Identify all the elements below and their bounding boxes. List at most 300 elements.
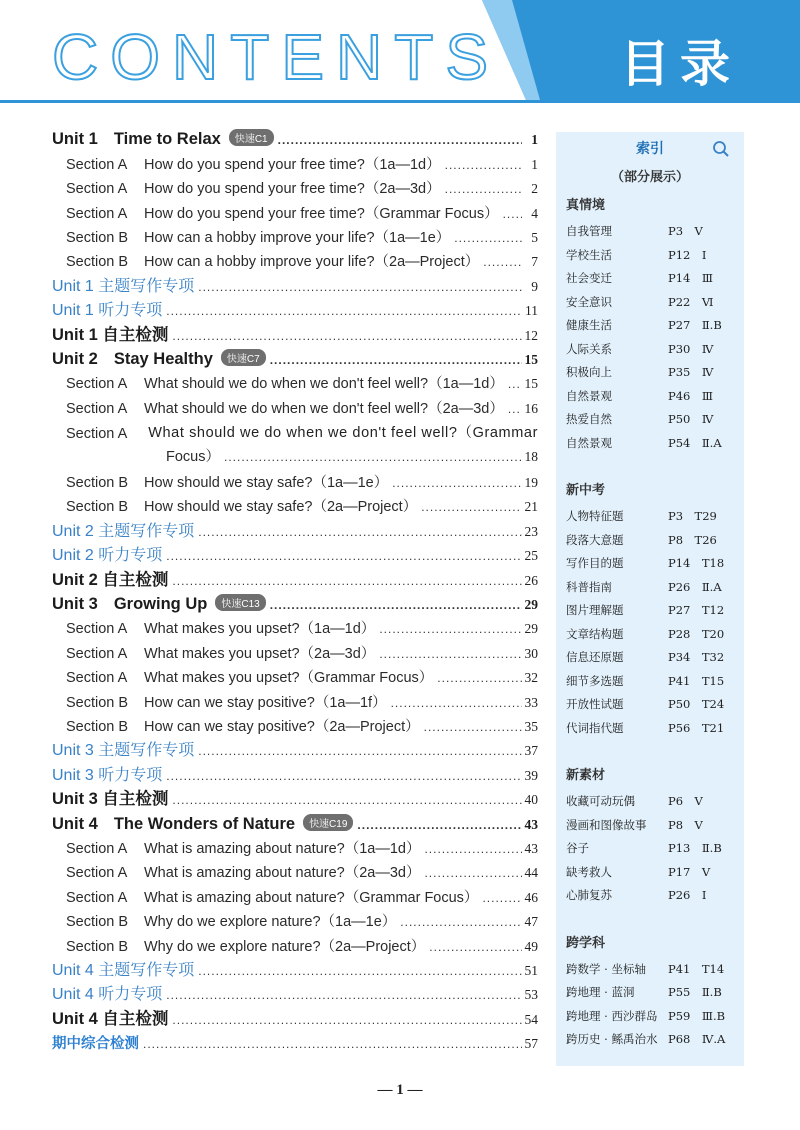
index-item bbox=[566, 1028, 742, 1052]
index-item-ref: P50 Ⅳ bbox=[668, 412, 714, 426]
section-title: What is amazing about nature?（1a—1d） bbox=[144, 840, 421, 857]
index-item-topic: 科普指南 bbox=[566, 579, 612, 594]
index-title: 索引 bbox=[636, 141, 664, 157]
section-label: Section A bbox=[66, 670, 128, 687]
index-item-topic: 人际关系 bbox=[566, 341, 612, 356]
page-number-ref: 51 bbox=[524, 962, 538, 978]
toc-entry[interactable] bbox=[52, 516, 538, 540]
page-number-ref: 7 bbox=[531, 254, 538, 270]
index-item-topic: 人物特征题 bbox=[566, 509, 624, 523]
index-item bbox=[566, 529, 742, 553]
entry-text: Unit 2 听力专项 bbox=[52, 547, 163, 565]
leader-dots bbox=[357, 821, 522, 829]
index-item-topic: 安全意识 bbox=[566, 294, 612, 309]
leader-dots bbox=[508, 405, 522, 413]
section-label: Section A bbox=[66, 400, 128, 417]
toc-entry[interactable] bbox=[52, 296, 538, 320]
page-number-ref: 2 bbox=[531, 181, 538, 197]
leader-dots bbox=[166, 552, 522, 560]
section-title: How do you spend your free time?（1a—1d） bbox=[144, 156, 441, 173]
page-number-ref: 11 bbox=[525, 303, 538, 319]
section-label: Section A bbox=[66, 865, 128, 882]
section-label: Section A bbox=[66, 621, 128, 638]
page-number-ref: 32 bbox=[524, 670, 538, 686]
toc-entry[interactable] bbox=[52, 882, 538, 906]
page-number-ref: 26 bbox=[524, 572, 538, 588]
toc-entry[interactable] bbox=[52, 223, 538, 247]
toc-entry[interactable] bbox=[52, 590, 538, 614]
leader-dots bbox=[437, 674, 522, 682]
header-rule bbox=[0, 100, 800, 103]
index-item-topic: 缺考救人 bbox=[566, 864, 612, 879]
index-group-title: 新素材 bbox=[566, 768, 606, 783]
section-label: Section B bbox=[66, 254, 129, 271]
page-number-ref: 15 bbox=[524, 376, 538, 392]
index-item-topic: 自然景观 bbox=[566, 388, 612, 403]
toc-entry[interactable] bbox=[52, 565, 538, 589]
unit-label: Unit 4 bbox=[52, 814, 98, 833]
section-label: Section A bbox=[66, 156, 128, 173]
toc-entry[interactable] bbox=[52, 1004, 538, 1028]
index-item bbox=[566, 814, 742, 838]
leader-dots bbox=[224, 453, 522, 461]
entry-title bbox=[52, 715, 420, 736]
section-title: What should we do when we don't feel well?（2a—3d） bbox=[144, 400, 504, 417]
entry-title bbox=[52, 226, 450, 247]
page-number-ref: 1 bbox=[531, 156, 538, 172]
unit-name: Stay Healthy bbox=[113, 349, 213, 368]
index-item-topic: 积极向上 bbox=[566, 365, 612, 379]
index-item-ref: P17 Ⅴ bbox=[668, 864, 711, 879]
page-number-ref: 43 bbox=[524, 816, 538, 832]
entry-title bbox=[52, 1032, 139, 1053]
index-item-topic: 写作目的题 bbox=[566, 556, 624, 570]
leader-dots bbox=[400, 918, 522, 926]
entry-title bbox=[52, 814, 353, 834]
leader-dots bbox=[445, 161, 522, 169]
toc-entry[interactable] bbox=[52, 834, 538, 858]
page-number-ref: 54 bbox=[524, 1011, 538, 1027]
entry-title bbox=[52, 372, 504, 393]
leader-dots bbox=[424, 869, 522, 877]
index-item-ref: P54 Ⅱ.A bbox=[668, 435, 722, 450]
entry-text: Unit 2 自主检测 bbox=[52, 570, 169, 589]
entry-title bbox=[52, 785, 168, 809]
index-item-ref: P26 Ⅱ.A bbox=[668, 579, 722, 594]
index-item bbox=[566, 505, 742, 529]
section-label: Section B bbox=[66, 914, 129, 931]
section-label: Section B bbox=[66, 694, 129, 711]
leader-dots bbox=[143, 1040, 522, 1048]
entry-text: Unit 4 听力专项 bbox=[52, 986, 163, 1004]
index-item-ref: P50 T24 bbox=[668, 697, 725, 711]
index-item bbox=[566, 408, 742, 432]
entry-title bbox=[52, 349, 266, 369]
leader-dots bbox=[424, 723, 522, 731]
index-item-topic: 自我管理 bbox=[566, 224, 612, 238]
section-label: Section A bbox=[66, 645, 128, 662]
leader-dots bbox=[198, 967, 522, 975]
index-item-topic: 热爱自然 bbox=[566, 412, 612, 426]
toc-entry[interactable] bbox=[52, 345, 538, 369]
contents-heading: CONTENTS bbox=[52, 21, 500, 93]
page-number-ref: 29 bbox=[524, 621, 538, 637]
leader-dots bbox=[198, 283, 522, 291]
section-title: What is amazing about nature?（2a—3d） bbox=[144, 865, 421, 882]
page-number-ref: 30 bbox=[524, 645, 538, 661]
toc-entry[interactable] bbox=[52, 198, 538, 222]
toc-entry[interactable] bbox=[52, 736, 538, 760]
leader-dots bbox=[166, 991, 522, 999]
index-item bbox=[566, 385, 742, 409]
index-item-ref: P55 Ⅱ.B bbox=[668, 985, 722, 999]
entry-text: 期中综合检测 bbox=[52, 1036, 139, 1053]
entry-title bbox=[52, 397, 504, 418]
index-item-topic: 跨数学 · 坐标轴 bbox=[566, 961, 646, 976]
entry-title bbox=[52, 935, 425, 956]
entry-title bbox=[52, 617, 375, 638]
section-label: Section B bbox=[66, 938, 129, 955]
quick-badge: 快速C7 bbox=[221, 349, 266, 366]
index-item-ref: P14 Ⅲ bbox=[668, 271, 713, 285]
entry-text: Unit 1 听力专项 bbox=[52, 302, 163, 320]
entry-title bbox=[52, 762, 162, 785]
section-title: How do you spend your free time?（Grammar Focus） bbox=[144, 205, 499, 222]
leader-dots bbox=[391, 699, 522, 707]
index-item-ref: P26 Ⅰ bbox=[668, 888, 707, 902]
entry-text: Unit 3 自主检测 bbox=[52, 790, 169, 809]
index-item bbox=[566, 1005, 742, 1029]
leader-dots bbox=[379, 625, 522, 633]
entry-title bbox=[52, 957, 194, 980]
index-item bbox=[566, 244, 742, 268]
index-item bbox=[566, 837, 742, 861]
leader-dots bbox=[166, 307, 522, 315]
index-item-ref: P3 Ⅴ bbox=[668, 224, 703, 238]
toc-entry[interactable] bbox=[52, 174, 538, 198]
unit-label: Unit 2 bbox=[52, 349, 98, 368]
toc-entry[interactable] bbox=[52, 687, 538, 711]
page-number-ref: 16 bbox=[524, 400, 538, 416]
page-number-ref: 49 bbox=[524, 938, 538, 954]
toc-entry[interactable] bbox=[52, 809, 538, 833]
page-number-ref: 57 bbox=[524, 1036, 538, 1052]
index-item-topic: 谷子 bbox=[566, 841, 589, 855]
page-number-ref: 53 bbox=[524, 987, 538, 1003]
entry-title: What should we do when we don't feel well?（Grammar bbox=[148, 424, 538, 441]
index-item-ref: P68 Ⅳ.A bbox=[668, 1032, 726, 1046]
toc-entry[interactable] bbox=[52, 712, 538, 736]
section-title: Why do we explore nature?（1a—1e） bbox=[144, 914, 397, 931]
section-label: Section B bbox=[66, 475, 129, 492]
leader-dots bbox=[198, 747, 522, 755]
section-label: Section A bbox=[66, 840, 128, 857]
index-item-ref: P22 Ⅵ bbox=[668, 294, 714, 309]
leader-dots bbox=[482, 894, 522, 902]
entry-title bbox=[52, 297, 162, 320]
entry-title bbox=[52, 471, 388, 492]
toc-entry[interactable] bbox=[52, 492, 538, 516]
index-item bbox=[566, 670, 742, 694]
index-item-topic: 信息还原题 bbox=[566, 650, 624, 664]
toc-entry[interactable] bbox=[52, 858, 538, 882]
index-item bbox=[566, 338, 742, 362]
section-title: How can we stay positive?（2a—Project） bbox=[144, 718, 420, 735]
index-item bbox=[566, 220, 742, 244]
section-title: What makes you upset?（1a—1d） bbox=[144, 621, 376, 638]
entry-title bbox=[52, 250, 479, 271]
entry-text: Unit 3 听力专项 bbox=[52, 766, 163, 784]
index-item-topic: 漫画和图像故事 bbox=[566, 817, 647, 832]
contents-heading-cn: 目录 bbox=[620, 35, 740, 93]
toc-entry[interactable] bbox=[52, 125, 538, 149]
leader-dots bbox=[172, 796, 522, 804]
toc-entry[interactable] bbox=[52, 614, 538, 638]
leader-dots bbox=[392, 479, 522, 487]
leader-dots bbox=[421, 503, 522, 511]
section-label: Section A bbox=[66, 181, 128, 198]
leader-dots bbox=[483, 258, 522, 266]
section-label: Section A bbox=[66, 376, 128, 393]
page-number-ref: 39 bbox=[524, 767, 538, 783]
index-item-ref: P28 T20 bbox=[668, 626, 725, 641]
unit-name: Growing Up bbox=[113, 595, 208, 614]
index-item-ref: P30 Ⅳ bbox=[668, 341, 714, 356]
index-subtitle: （部分展示） bbox=[610, 170, 689, 185]
entry-title bbox=[52, 153, 441, 174]
leader-dots bbox=[424, 845, 522, 853]
index-group-title: 跨学科 bbox=[566, 935, 606, 951]
index-item-ref: P41 T15 bbox=[668, 673, 725, 688]
index-group-title: 新中考 bbox=[566, 483, 606, 498]
toc-entry[interactable] bbox=[52, 271, 538, 295]
index-item-ref: P27 T12 bbox=[668, 603, 725, 617]
index-item-topic: 跨地理 · 西沙群岛 bbox=[566, 1008, 658, 1023]
index-item-ref: P12 Ⅰ bbox=[668, 247, 707, 262]
section-title: What makes you upset?（2a—3d） bbox=[144, 645, 376, 662]
section-title: How can we stay positive?（1a—1f） bbox=[144, 694, 387, 711]
section-title: How can a hobby improve your life?（2a—Project） bbox=[144, 254, 480, 271]
section-title: How can a hobby improve your life?（1a—1e） bbox=[144, 229, 451, 246]
page-number-ref: 9 bbox=[531, 278, 538, 294]
index-item-ref: P14 T18 bbox=[668, 556, 725, 570]
index-item bbox=[566, 981, 742, 1005]
index-item bbox=[566, 576, 742, 600]
table-of-contents bbox=[52, 125, 538, 1053]
index-item bbox=[566, 432, 742, 456]
index-item bbox=[566, 958, 742, 982]
index-item bbox=[566, 599, 742, 623]
entry-title bbox=[52, 321, 168, 345]
leader-dots bbox=[429, 943, 522, 951]
unit-label: Unit 1 bbox=[52, 130, 98, 149]
index-item-ref: P59 Ⅲ.B bbox=[668, 1008, 726, 1023]
page-number-ref: 15 bbox=[524, 351, 538, 367]
toc-entry[interactable] bbox=[52, 931, 538, 955]
section-title: How do you spend your free time?（2a—3d） bbox=[144, 181, 441, 198]
index-item bbox=[566, 552, 742, 576]
quick-badge: 快速C19 bbox=[303, 814, 353, 831]
index-item-topic: 文章结构题 bbox=[566, 626, 624, 641]
index-item-ref: P35 Ⅳ bbox=[668, 365, 714, 379]
page-number-ref: 18 bbox=[524, 448, 538, 464]
toc-entry[interactable] bbox=[52, 1029, 538, 1053]
quick-badge: 快速C13 bbox=[215, 594, 265, 611]
toc-entry[interactable] bbox=[52, 980, 538, 1004]
unit-name: The Wonders of Nature bbox=[113, 814, 296, 833]
section-label: Section B bbox=[66, 718, 129, 735]
index-item-topic: 细节多选题 bbox=[566, 673, 624, 688]
leader-dots bbox=[172, 1016, 522, 1024]
entry-title bbox=[52, 518, 194, 541]
toc-entry[interactable] bbox=[52, 663, 538, 687]
page-number-ref: 4 bbox=[531, 205, 538, 221]
page-number-ref: 37 bbox=[524, 743, 538, 759]
index-item-ref: P6 Ⅴ bbox=[668, 794, 703, 808]
entry-title bbox=[52, 177, 441, 198]
entry-title bbox=[52, 495, 417, 516]
leader-dots bbox=[508, 380, 522, 388]
index-item-ref: P56 T21 bbox=[668, 720, 725, 735]
leader-dots bbox=[503, 210, 522, 218]
entry-title bbox=[52, 861, 420, 882]
index-item-topic: 收藏可动玩偶 bbox=[566, 794, 635, 808]
index-item-topic: 代词指代题 bbox=[566, 720, 624, 735]
entry-title bbox=[52, 837, 420, 858]
index-item-ref: P27 Ⅱ.B bbox=[668, 318, 722, 332]
leader-dots bbox=[445, 185, 522, 193]
section-label: Section A bbox=[66, 889, 128, 906]
entry-title bbox=[52, 273, 194, 296]
index-item-ref: P46 Ⅲ bbox=[668, 388, 713, 403]
leader-dots bbox=[270, 601, 522, 609]
toc-entry[interactable] bbox=[52, 541, 538, 565]
page-number-ref: 46 bbox=[524, 889, 538, 905]
page-number-ref: 40 bbox=[524, 792, 538, 808]
toc-entry[interactable] bbox=[52, 638, 538, 662]
page-number-ref: 29 bbox=[524, 597, 538, 613]
entry-title bbox=[52, 202, 499, 223]
entry-text: Unit 3 主题写作专项 bbox=[52, 742, 195, 760]
section-label: Section B bbox=[66, 229, 129, 246]
index-item bbox=[566, 314, 742, 338]
index-item-topic: 开放性试题 bbox=[566, 697, 624, 711]
entry-title bbox=[52, 642, 375, 663]
section-title: How should we stay safe?（1a—1e） bbox=[144, 475, 389, 492]
index-item bbox=[566, 291, 742, 315]
index-sidebar bbox=[556, 132, 744, 1066]
page-number: — 1 — bbox=[377, 1082, 423, 1098]
section-label: Section A bbox=[66, 205, 128, 222]
index-item-topic: 段落大意题 bbox=[566, 532, 624, 547]
toc-entry[interactable] bbox=[52, 785, 538, 809]
toc-entry[interactable] bbox=[52, 320, 538, 344]
index-item bbox=[566, 693, 742, 717]
section-title: What should we do when we don't feel well?（1a—1d） bbox=[144, 376, 504, 393]
section-title: Why do we explore nature?（2a—Project） bbox=[144, 938, 426, 955]
entry-title bbox=[52, 886, 478, 907]
index-item-ref: P13 Ⅱ.B bbox=[668, 841, 722, 855]
toc-entry[interactable] bbox=[52, 247, 538, 271]
entry-title bbox=[52, 981, 162, 1004]
index-item-topic: 图片理解题 bbox=[566, 603, 624, 617]
leader-dots bbox=[270, 356, 522, 364]
index-item-topic: 跨历史 · 鲧禹治水 bbox=[566, 1032, 658, 1046]
toc-entry[interactable] bbox=[52, 760, 538, 784]
unit-label: Unit 3 bbox=[52, 595, 98, 614]
index-item bbox=[566, 267, 742, 291]
index-item bbox=[566, 790, 742, 814]
page-number-ref: 44 bbox=[524, 865, 538, 881]
page-number-ref: 21 bbox=[524, 499, 538, 515]
index-item bbox=[566, 623, 742, 647]
toc-entry[interactable] bbox=[52, 393, 538, 417]
section-title: What is amazing about nature?（Grammar Focus） bbox=[144, 889, 479, 906]
page-number-ref: 43 bbox=[524, 840, 538, 856]
toc-entry[interactable] bbox=[52, 956, 538, 980]
entry-text: Unit 4 自主检测 bbox=[52, 1009, 169, 1028]
index-group-title: 真情境 bbox=[566, 198, 606, 213]
entry-title bbox=[52, 691, 387, 712]
toc-entry[interactable] bbox=[52, 468, 538, 492]
entry-text: Unit 4 主题写作专项 bbox=[52, 961, 195, 979]
toc-entry[interactable] bbox=[52, 418, 538, 468]
index-item-topic: 跨地理 · 蓝洞 bbox=[566, 985, 635, 999]
magnifier-icon bbox=[712, 140, 730, 158]
page-number-ref: 25 bbox=[524, 548, 538, 564]
index-item-topic: 健康生活 bbox=[566, 318, 612, 332]
entry-title-cont: Focus） bbox=[166, 448, 220, 465]
index-item-ref: P3 T29 bbox=[668, 509, 717, 523]
index-item-ref: P8 T26 bbox=[668, 532, 717, 547]
unit-name: Time to Relax bbox=[113, 130, 221, 149]
index-item-ref: P8 Ⅴ bbox=[668, 817, 703, 832]
page-number-ref: 12 bbox=[524, 327, 538, 343]
entry-text: Unit 1 自主检测 bbox=[52, 325, 169, 344]
page-number-ref: 5 bbox=[531, 229, 538, 245]
index-item-topic: 学校生活 bbox=[566, 247, 612, 262]
toc-entry[interactable] bbox=[52, 149, 538, 173]
toc-entry[interactable] bbox=[52, 369, 538, 393]
index-item bbox=[566, 361, 742, 385]
page-number-ref: 19 bbox=[524, 475, 538, 491]
entry-title bbox=[52, 129, 274, 149]
index-item bbox=[566, 861, 742, 885]
entry-title bbox=[52, 542, 162, 565]
group-gap bbox=[566, 908, 742, 930]
index-item-topic: 心肺复苏 bbox=[566, 888, 612, 902]
toc-entry-line1 bbox=[52, 418, 538, 442]
section-label: Section B bbox=[66, 499, 129, 516]
entry-text: Unit 2 主题写作专项 bbox=[52, 522, 195, 540]
toc-entry[interactable] bbox=[52, 907, 538, 931]
page-number-ref: 1 bbox=[531, 132, 538, 148]
leader-dots bbox=[278, 136, 522, 144]
group-gap bbox=[566, 740, 742, 762]
leader-dots bbox=[198, 528, 522, 536]
entry-title bbox=[52, 594, 266, 614]
index-item bbox=[566, 884, 742, 908]
page-number-ref: 33 bbox=[524, 694, 538, 710]
entry-title bbox=[52, 1005, 168, 1029]
entry-title bbox=[52, 910, 396, 931]
group-gap bbox=[566, 455, 742, 477]
entry-title bbox=[52, 566, 168, 590]
leader-dots bbox=[379, 650, 522, 658]
index-item bbox=[566, 646, 742, 670]
leader-dots bbox=[172, 577, 522, 585]
leader-dots bbox=[454, 234, 522, 242]
